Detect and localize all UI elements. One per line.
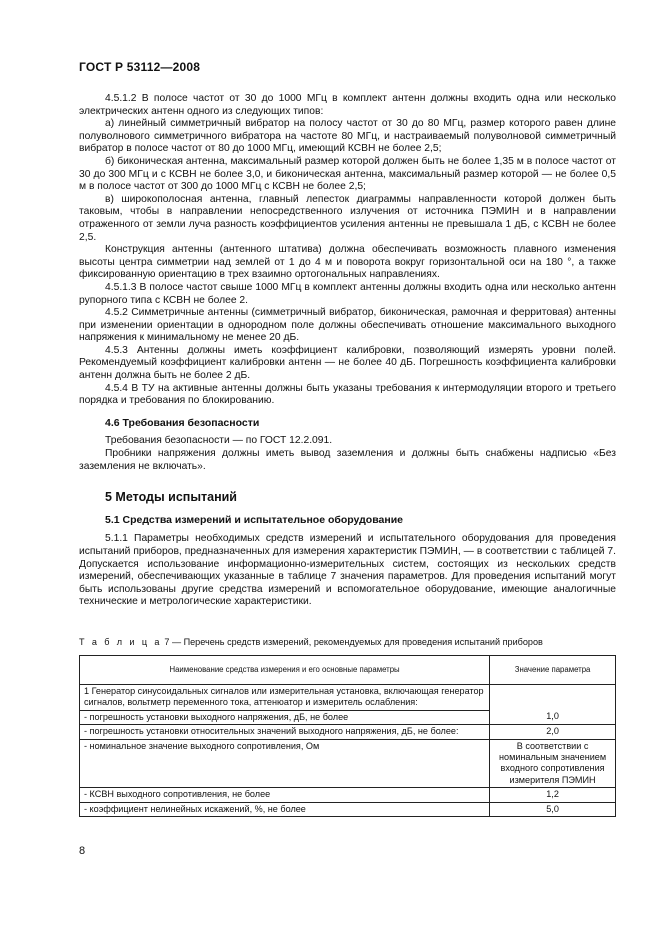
table-caption-text: 7 — Перечень средств измерений, рекомендуемых для проведения испытаний приборов	[164, 637, 543, 647]
table-header-cell: Наименование средства измерения и его основные параметры	[80, 656, 490, 685]
section-title-4-6: 4.6 Требования безопасности	[105, 416, 260, 429]
paragraph: 4.5.1.3 В полосе частот свыше 1000 МГц в комплект антенны должны входить одна или несколько антенн рупорного типа с КСВН не более 2.	[79, 281, 616, 306]
paragraph: 4.5.4 В ТУ на активные антенны должны быть указаны требования к интермодуляции второго и третьего порядка и требования по блокированию.	[79, 382, 616, 407]
table-caption-label: Т а б л и ц а	[79, 637, 162, 647]
paragraph: Пробники напряжения должны иметь вывод заземления и должны быть снабжены надписью «Без заземления не включать».	[79, 448, 616, 472]
paragraph: а) линейный симметричный вибратор на полосу частот от 30 до 80 МГц, размер которого равен длине полуволнового симметричного вибратора на частоте 80 МГц, и настраиваемый полуволновой симметричный вибратор в полосе частот от 80 до 1000 МГц, имеющий КСВН не более 2,5;	[79, 118, 616, 155]
table-cell: 2,0	[490, 725, 616, 739]
page-number: 8	[79, 845, 86, 857]
paragraph: 4.5.3 Антенны должны иметь коэффициент калибровки, позволяющий измерять уровни полей. Рекомендуемый коэффициент калибровки антенн — не более 40 дБ. Погрешность коэффициента калибровки антенн должна быть не более 2 дБ.	[79, 344, 616, 382]
paragraph: в) широкополосная антенна, главный лепесток диаграммы направленности которой должен быть таковым, чтобы в направлении непосредственного излучения от источника ПЭМИН и в направлении отраженного от земли луча разность коэффициентов усиления антенны не превышала 1 дБ, с КСВН не более 2,5.	[79, 193, 616, 243]
table-cell: 1,2	[490, 788, 616, 802]
paragraph: б) биконическая антенна, максимальный размер которой должен быть не более 1,35 м в полосе частот от 30 до 300 МГц и с КСВН не более 3,0, и биконическая антенна, максимальный размер которой — не более 0,5 м в полосе частот от 300 до 1000 МГц с КСВН не более 2,5;	[79, 155, 616, 193]
paragraph: Требования безопасности — по ГОСТ 12.2.091.	[105, 435, 333, 447]
table-cell: - погрешность установки выходного напряжения, дБ, не более	[80, 710, 490, 724]
document-header: ГОСТ Р 53112—2008	[79, 60, 201, 74]
paragraph: Конструкция антенны (антенного штатива) должна обеспечивать возможность плавного изменения высоты центра симметрии над землей от 1 до 4 м и поворота вокруг горизонтальной оси на 180 °, а также фиксированную ориентацию в трех взаимно ортогональных направлениях.	[79, 244, 616, 281]
table-row	[80, 685, 616, 711]
table-row	[80, 725, 616, 739]
table-row	[80, 739, 616, 788]
paragraph: 4.5.1.2 В полосе частот от 30 до 1000 МГц в комплект антенн должны входить одна или несколько электрических антенн одного из следующих типов:	[79, 93, 616, 117]
table-cell	[490, 685, 616, 711]
paragraph: 5.1.1 Параметры необходимых средств измерений и испытательного оборудования для проведения испытаний приборов, предназначенных для измерения характеристик ПЭМИН, — в соответствии с таблицей 7. Допускается использование информационно-измерительных систем, состоящих из нескольких средств измерений, обеспечивающих указанные в таблице 7 значения параметров. Для проведения испытаний могут быть использованы другие средства измерений и вспомогательное оборудование, имеющие аналогичные технические и метрологические характеристики.	[79, 533, 616, 608]
table-cell: 1 Генератор синусоидальных сигналов или измерительная установка, включающая генератор сигналов, вольтметр переменного тока, аттенюатор и измеритель ослабления:	[80, 685, 490, 711]
table-row	[80, 802, 616, 816]
section-title-5-1: 5.1 Средства измерений и испытательное оборудование	[105, 513, 403, 526]
table-cell: - номинальное значение выходного сопротивления, Ом	[80, 739, 490, 788]
paragraph: 4.5.2 Симметричные антенны (симметричный вибратор, биконическая, рамочная и ферритовая) антенны при изменении ориентации в однородном поле должны обеспечивать отношение максимального выходного напряжения к минимальному не менее 20 дБ.	[79, 307, 616, 344]
table-cell: - КСВН выходного сопротивления, не более	[80, 788, 490, 802]
table-cell: 5,0	[490, 802, 616, 816]
measurement-table	[79, 655, 616, 817]
table-cell: - погрешность установки относительных значений выходного напряжения, дБ, не более:	[80, 725, 490, 739]
table-header-cell: Значение параметра	[490, 656, 616, 685]
table-row	[80, 710, 616, 724]
body-text	[79, 93, 616, 609]
table-header-row	[80, 656, 616, 685]
table-row	[80, 788, 616, 802]
section-title-5: 5 Методы испытаний	[105, 490, 237, 505]
table-cell: - коэффициент нелинейных искажений, %, не более	[80, 802, 490, 816]
table-caption	[79, 637, 619, 647]
table-cell: 1,0	[490, 710, 616, 724]
table-cell: В соответствии с номинальным значением входного сопротивления измерителя ПЭМИН	[490, 739, 616, 788]
